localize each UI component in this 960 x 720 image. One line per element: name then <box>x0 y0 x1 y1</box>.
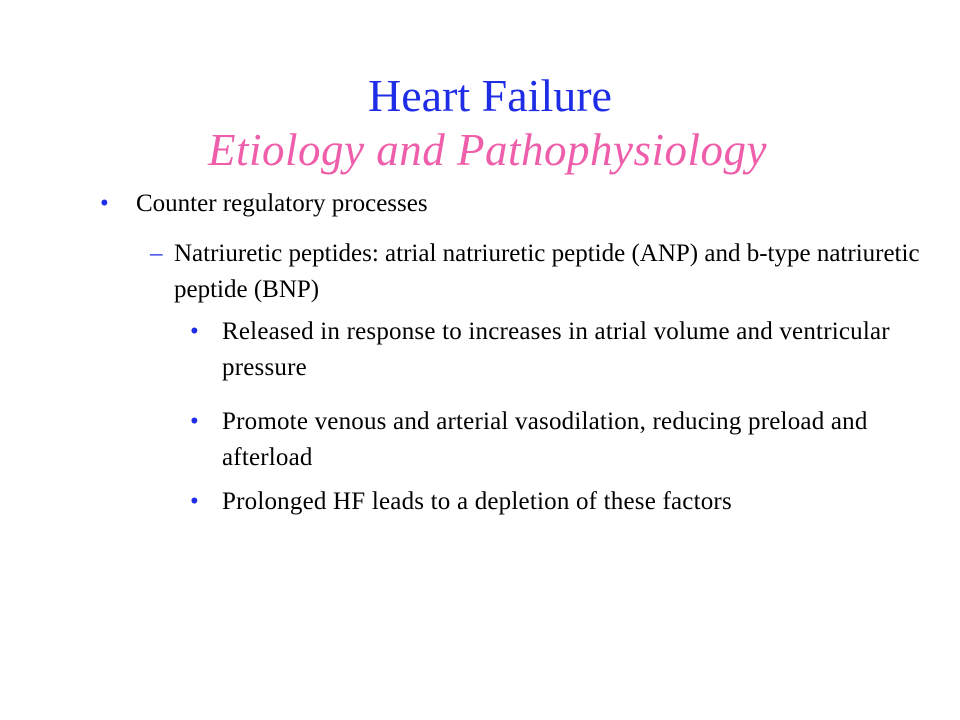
slide-title: Heart Failure <box>368 70 612 121</box>
slide-subtitle: Etiology and Pathophysiology <box>208 125 767 175</box>
bullet-text: Prolonged HF leads to a depletion of these factors <box>222 488 732 515</box>
bullet-text: Released in response to increases in atrial volume and ventricular pressure <box>222 318 890 381</box>
bullet-level-3 <box>190 484 930 520</box>
bullet-text: Counter regulatory processes <box>136 190 428 217</box>
bullet-text: Promote venous and arterial vasodilation, reducing preload and afterload <box>222 408 868 471</box>
bullet-dot-icon: • <box>100 190 109 217</box>
bullet-text: Natriuretic peptides: atrial natriuretic peptide (ANP) and b-type natriuretic peptide (BNP) <box>174 240 920 303</box>
bullet-dot-icon: • <box>190 318 199 345</box>
bullet-level-2 <box>150 236 940 308</box>
bullet-dot-icon: • <box>190 408 199 435</box>
bullet-level-3 <box>190 404 930 476</box>
dash-icon: – <box>150 240 163 267</box>
bullet-level-3 <box>190 314 930 386</box>
bullet-dot-icon: • <box>190 488 199 515</box>
